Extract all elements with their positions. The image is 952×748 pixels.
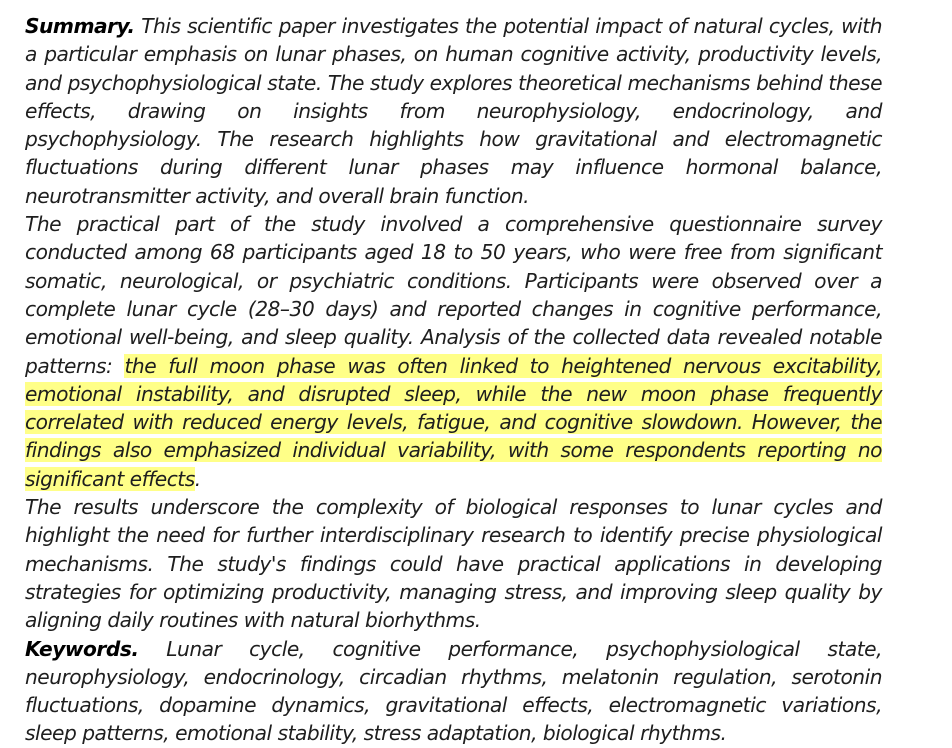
keywords-text: Lunar cycle, cognitive performance, psychophysiological state, neurophysiology, endocrinology, circadian rhythms, melatonin regulation, serotonin fluctuations, dopamine dynamics, gravitational effects, electromagnetic variations, sleep patterns, emotional stability, stress adaptation, biological rhythms. xyxy=(25,636,882,746)
abstract-section xyxy=(25,12,882,748)
keywords-paragraph xyxy=(25,635,882,748)
summary-paragraph xyxy=(25,12,882,210)
practical-paragraph xyxy=(25,210,882,493)
practical-text-after: . xyxy=(194,466,201,491)
practical-text-before: The practical part of the study involved a comprehensive questionnaire survey conducted among 68 participants aged 18 to 50 years, who were free from significant somatic, neurological, or psychiatric conditions. Participants were observed over a complete lunar cycle (28–30 days) and reported changes in cognitive performance, emotional well-being, and sleep quality. Analysis of the collected data revealed notable patterns: xyxy=(25,212,882,378)
results-paragraph xyxy=(25,493,882,634)
summary-text: This scientific paper investigates the potential impact of natural cycles, with a particular emphasis on lunar phases, on human cognitive activity, productivity levels, and psychophysiological state. The study explores theoretical mechanisms behind these effects, drawing on insights from neurophysiology, endocrinology, and psychophysiology. The research highlights how gravitational and electromagnetic fluctuations during different lunar phases may influence hormonal balance, neurotransmitter activity, and overall brain function. xyxy=(25,14,882,208)
results-text: The results underscore the complexity of biological responses to lunar cycles and highlight the need for further interdisciplinary research to identify precise physiological mechanisms. The study's findings could have practical applications in developing strategies for optimizing productivity, managing stress, and improving sleep quality by aligning daily routines with natural biorhythms. xyxy=(25,495,882,633)
summary-label: Summary. xyxy=(25,14,135,38)
highlighted-findings: the full moon phase was often linked to heightened nervous excitability, emotional instability, and disrupted sleep, while the new moon phase frequently correlated with reduced energy levels, fatigue, and cognitive slowdown. However, the findings also emphasized individual variability, with some respondents reporting no significant effects xyxy=(25,353,882,491)
keywords-label: Keywords. xyxy=(25,636,139,661)
